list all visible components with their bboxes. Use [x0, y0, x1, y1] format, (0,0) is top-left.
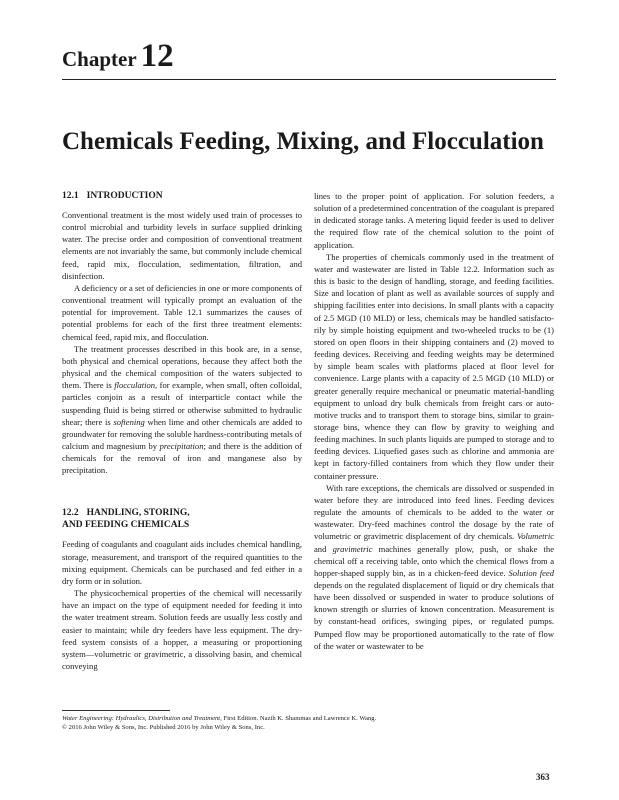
- footnote-line2: © 2016 John Wiley & Sons, Inc. Published 2016 by John Wiley & Sons, Inc.: [62, 724, 265, 731]
- paragraph: [314, 482, 554, 652]
- text-run: depends on the regulated displacement of liquid or dry chemicals that have been dissolved or suspended in water to produce solutions of known strength or slurries of known concentration. Measurement is by constant-head orifices, swinging pipes, or regulated pumps. Pumped flow may be proportioned automatically to the rate of flow of the water or wastewater to be: [314, 580, 554, 651]
- term-flocculation: flocculation: [114, 380, 156, 391]
- term-gravimetric: gravimetric: [332, 543, 373, 554]
- paragraph: Conventional treatment is the most widely used train of processes to control microbial and turbidity levels in surface supplied drinking water. The precise order and composition of conventional treatment elements are not invariably the same, but commonly include chemical feed, rapid mix, flocculation, sedimentation, filtration, and disinfection.: [62, 210, 302, 281]
- right-column: [314, 190, 554, 652]
- footnote-rule: [62, 710, 170, 711]
- paragraph: The properties of chemicals commonly used in the treatment of water and wastewater are listed in Table 12.2. Information such as this is basic to the design of handling, storage, and feeding facilities. Size and location of plant as well as available sources of supply and shipping facilities enter into decisions. In small plants with a capacity of 2.5 MGD (10 MLD) or less, chemicals may be handled satisfactorily by simple hoisting equipment and two-wheeled trucks to be (1) stored on open floors in their shipping containers and (2) moved to feeding devices. Receiving and feeding weights may be determined by simple beam scales with platforms placed at floor level for convenience. Large plants with a capacity of 2.5 MGD (10 MLD) or greater generally require mechanical or pneumatic material-handling equipment to unload dry bulk chemicals from freight cars or automotive trucks and to transport them to storage bins, similar to grain-storage bins, whence they can flow by gravity to weighing and feeding machines. In such plants liquids are pumped to storage and to feeding devices. Liquefied gases such as chlorine and ammonia are kept in factory-filled containers from which they flow under their container pressure.: [314, 251, 554, 481]
- paragraph: The physicochemical properties of the chemical will necessarily have an impact on the type of equipment needed for feeding it into the water treatment stream. Solution feeds are usually less costly and easier to maintain; while dry feeders have less equipment. The dry-feed system consists of a hopper, a measuring or proportioning system—volumetric or gravimetric, a dissolving basin, and chemical conveying: [62, 588, 302, 671]
- chapter-rule: [62, 79, 556, 80]
- text-run: , for example, when small, often colloidal, particles conjoin as a result of interparticle contact while the suspending fluid is being stirred or otherwise submitted to hydraulic shear; there is: [62, 380, 302, 427]
- section-title: INTRODUCTION: [86, 191, 163, 201]
- section-heading-handling: [62, 507, 302, 531]
- section-title-line2: AND FEEDING CHEMICALS: [62, 520, 190, 531]
- text-run: when lime and other chemicals are added to groundwater for removing the soluble hardness-contributing metals of calcium and magnesium by: [62, 416, 303, 451]
- page-number: 363: [536, 772, 550, 782]
- section-number: 12.1: [62, 191, 79, 201]
- paragraph: lines to the proper point of application. For solution feeders, a solution of a predetermined concentration of the coagulant is prepared in dedicated storage tanks. A metering liquid feeder is used to deliver the required flow rate of the chemical solution to the point of application.: [314, 191, 554, 250]
- paragraph: Feeding of coagulants and coagulant aids includes chemical handling, storage, measurement, and transport of the required quantities to the mixing equipment. Chemicals can be purchased and fed either in a dry form or in solution.: [62, 539, 302, 586]
- chapter-title: Chemicals Feeding, Mixing, and Flocculation: [62, 128, 544, 155]
- text-run: and: [314, 543, 333, 554]
- chapter-number: 12: [140, 38, 174, 74]
- text-run: ; and there is the addition of chemicals for the removal of iron and manganese also by precipitation.: [62, 440, 302, 476]
- chapter-word: Chapter: [62, 47, 137, 71]
- term-precipitation: precipitation: [159, 440, 204, 451]
- section-number: 12.2: [62, 508, 79, 519]
- paragraph: A deficiency or a set of deficiencies in one or more components of conventional treatment will typically prompt an evaluation of the potential for improvement. Table 12.1 summarizes the causes of potential problems for each of the first three treatment elements: chemical feed, rapid mix, and flocculation.: [62, 282, 302, 342]
- text-run: The treatment processes described in this book are, in a sense, both physical and chemical operations, because they affect both the physical and the chemical composition of the waters subjected to them. There is: [62, 343, 302, 391]
- section-title-line1: HANDLING, STORING,: [86, 508, 190, 519]
- text-run: With rare exceptions, the chemicals are dissolved or suspended in water before they are introduced into feed lines. Feeding devices regulate the amounts of chemicals to be added to the water or wastewater. Dry-feed machines control the dosage by the rate of volumetric or gravimetric displacement of dry chemicals.: [314, 482, 554, 542]
- book-title: Water Engineering: Hydraulics, Distribution and Treatment: [62, 715, 221, 722]
- term-solution-feed: Solution feed: [508, 567, 554, 578]
- term-softening: softening: [113, 416, 145, 427]
- term-volumetric: Volumetric: [516, 531, 554, 542]
- text-run: machines generally plow, push, or shake the chemical off a receiving table, onto which the chemical flows from a hopper-shaped supply bin, as in a chicken-feed device.: [314, 543, 554, 578]
- paragraph: [62, 343, 302, 477]
- footnote: [62, 714, 556, 732]
- chapter-label: [62, 38, 174, 75]
- section-heading-introduction: [62, 190, 302, 202]
- left-column: [62, 190, 302, 672]
- footnote-line1: , First Edition. Nazih K. Shammas and Lawrence K. Wang.: [220, 715, 377, 722]
